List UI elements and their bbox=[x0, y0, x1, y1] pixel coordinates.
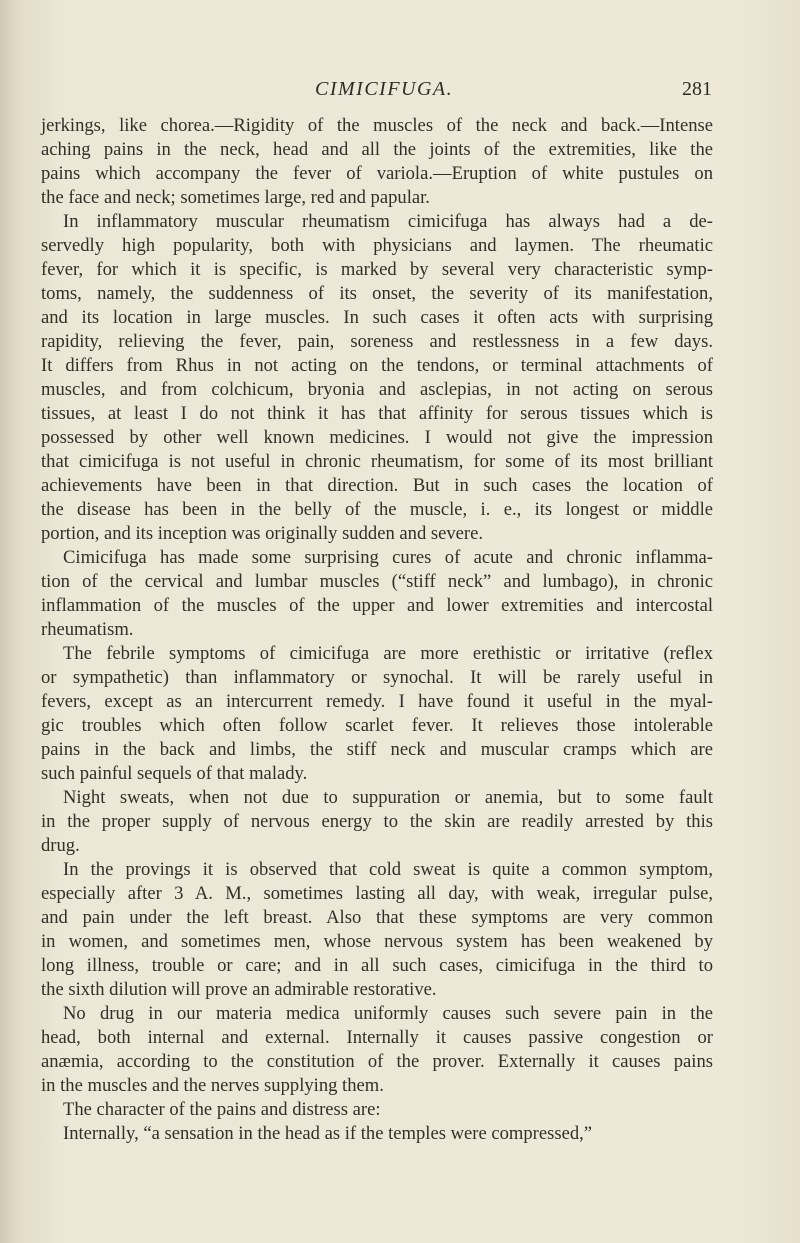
text-line: fevers, except as an intercurrent remedy. I have found it useful in the myal- bbox=[41, 691, 713, 712]
text-line: head, both internal and external. Internally it causes passive congestion or bbox=[41, 1027, 713, 1048]
text-line: possessed by other well known medicines. I would not give the impression bbox=[41, 427, 713, 448]
text-line: in the proper supply of nervous energy to the skin are readily arrested by this bbox=[41, 811, 713, 832]
text-line: tion of the cervical and lumbar muscles (“stiff neck” and lumbago), in chronic bbox=[41, 571, 713, 592]
text-line: anæmia, according to the constitution of the prover. Externally it causes pains bbox=[41, 1051, 713, 1072]
body-text bbox=[41, 114, 713, 1146]
text-line: fever, for which it is specific, is marked by several very characteristic symp- bbox=[41, 259, 713, 280]
text-line: in women, and sometimes men, whose nervous system has been weakened by bbox=[41, 931, 713, 952]
text-line: the sixth dilution will prove an admirable restorative. bbox=[41, 979, 437, 1000]
text-line: pains in the back and limbs, the stiff neck and muscular cramps which are bbox=[41, 739, 713, 760]
text-line: Cimicifuga has made some surprising cures of acute and chronic inflamma- bbox=[63, 547, 713, 568]
page-header bbox=[300, 78, 712, 108]
text-line: especially after 3 A. M., sometimes lasting all day, with weak, irregular pulse, bbox=[41, 883, 713, 904]
text-line: inflammation of the muscles of the upper and lower extremities and intercostal bbox=[41, 595, 713, 616]
text-line: gic troubles which often follow scarlet fever. It relieves those intolerable bbox=[41, 715, 713, 736]
text-line: In inflammatory muscular rheumatism cimicifuga has always had a de- bbox=[63, 211, 713, 232]
text-line: No drug in our materia medica uniformly causes such severe pain in the bbox=[63, 1003, 713, 1024]
text-line: It differs from Rhus in not acting on the tendons, or terminal attachments of bbox=[41, 355, 713, 376]
text-line: rheumatism. bbox=[41, 619, 134, 640]
text-line: and its location in large muscles. In such cases it often acts with surprising bbox=[41, 307, 713, 328]
text-line: long illness, trouble or care; and in all such cases, cimicifuga in the third to bbox=[41, 955, 713, 976]
text-line: in the muscles and the nerves supplying them. bbox=[41, 1075, 384, 1096]
text-line: drug. bbox=[41, 835, 80, 856]
page-number: 281 bbox=[682, 78, 712, 100]
text-line: tissues, at least I do not think it has that affinity for serous tissues which is bbox=[41, 403, 713, 424]
text-line: achievements have been in that direction. But in such cases the location of bbox=[41, 475, 713, 496]
text-line: that cimicifuga is not useful in chronic rheumatism, for some of its most brilliant bbox=[41, 451, 713, 472]
text-line: or sympathetic) than inflammatory or synochal. It will be rarely useful in bbox=[41, 667, 713, 688]
text-line: the face and neck; sometimes large, red and papular. bbox=[41, 187, 430, 208]
text-line: In the provings it is observed that cold sweat is quite a common symptom, bbox=[63, 859, 713, 880]
running-title: CIMICIFUGA. bbox=[315, 78, 454, 100]
text-line: The character of the pains and distress are: bbox=[63, 1099, 381, 1120]
text-line: servedly high popularity, both with physicians and laymen. The rheumatic bbox=[41, 235, 713, 256]
text-line: Night sweats, when not due to suppuration or anemia, but to some fault bbox=[63, 787, 713, 808]
text-line: pains which accompany the fever of variola.—Eruption of white pustules on bbox=[41, 163, 713, 184]
text-line: muscles, and from colchicum, bryonia and asclepias, in not acting on serous bbox=[41, 379, 713, 400]
text-line: The febrile symptoms of cimicifuga are more erethistic or irritative (reflex bbox=[63, 643, 713, 664]
text-line: Internally, “a sensation in the head as if the temples were compressed,” bbox=[63, 1123, 593, 1144]
text-line: and pain under the left breast. Also that these symptoms are very common bbox=[41, 907, 713, 928]
text-line: jerkings, like chorea.—Rigidity of the muscles of the neck and back.—Intense bbox=[41, 115, 713, 136]
text-line: portion, and its inception was originally sudden and severe. bbox=[41, 523, 484, 544]
text-line: aching pains in the neck, head and all the joints of the extremities, like the bbox=[41, 139, 713, 160]
text-line: rapidity, relieving the fever, pain, soreness and restlessness in a few days. bbox=[41, 331, 713, 352]
text-line: toms, namely, the suddenness of its onset, the severity of its manifestation, bbox=[41, 283, 713, 304]
text-line: such painful sequels of that malady. bbox=[41, 763, 308, 784]
text-line: the disease has been in the belly of the muscle, i. e., its longest or middle bbox=[41, 499, 713, 520]
